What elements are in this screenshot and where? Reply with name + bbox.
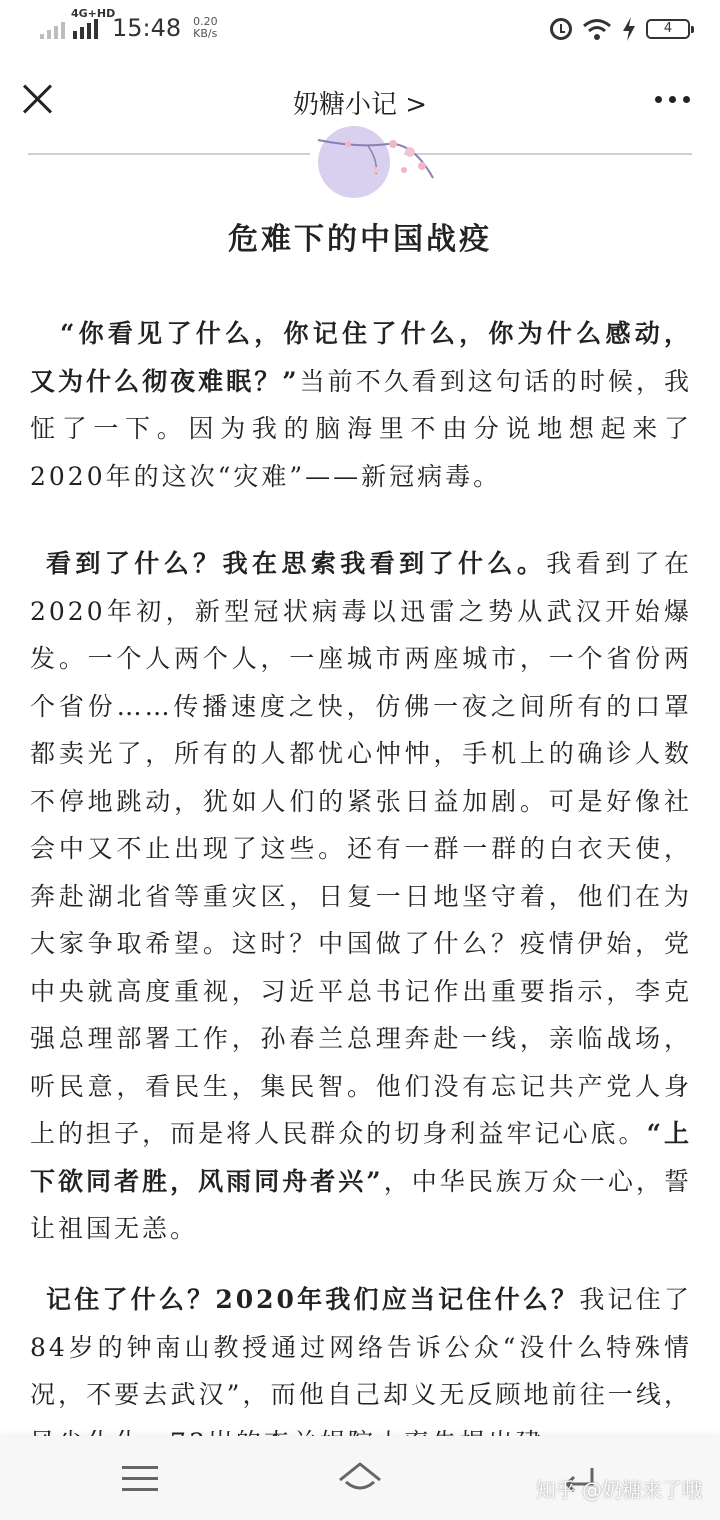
battery-icon	[646, 19, 690, 39]
net-speed-unit: KB/s	[193, 27, 218, 40]
signal-icon-sim2	[40, 17, 65, 39]
paragraph-1-bold: “你看见了什么，你记住了什么，你为什么感动，又为什么彻夜难眠？”	[30, 319, 692, 396]
divider-left	[28, 153, 310, 155]
paragraph-2	[30, 540, 692, 1253]
paragraph-2-bold: 看到了什么？我在思索我看到了什么。	[46, 549, 547, 578]
status-left	[40, 7, 218, 44]
paragraph-2-ending: ，中华民族万众一心，誓让祖国无恙。	[30, 1166, 692, 1243]
network-type: 4G+HD	[71, 7, 116, 20]
nav-title[interactable]: 奶糖小记 >	[292, 90, 428, 120]
battery-level: 4	[663, 21, 673, 36]
charging-icon	[622, 17, 636, 41]
paragraph-3-text: 我记住了84岁的钟南山教授通过网络告诉公众“没什么特殊情况，不要去武汉”，而他自己却义无反顾地前往一线，	[30, 1285, 692, 1409]
wifi-icon	[582, 17, 612, 41]
paragraph-1	[30, 310, 692, 500]
menu-icon[interactable]	[122, 1466, 158, 1492]
paragraph-2-quote: “上下欲同者胜，风雨同舟者兴”	[30, 1119, 692, 1196]
paragraph-3	[30, 1276, 692, 1436]
article-title: 危难下的中国战疫	[228, 222, 492, 257]
alarm-icon	[550, 18, 572, 40]
paragraph-2-text: 我看到了在2020年初，新型冠状病毒以迅雷之势从武汉开始爆发。一个人两个人，一座城市两座城市，一个省份两个省份……传播速度之快，仿佛一夜之间所有的口罩都卖光了，所有的人都忧心忡忡，手机上的确诊人数不停地跳动，犹如人们的紧张日益加剧。可是好像社会中又不止出现了这些。还有一群一群的白衣天使，奔赴湖北省等重灾区，日复一日地坚守着，他们在为大家争取希望。这时？中国做了什么？疫情伊始，党中央就高度重视，习近平总书记作出重要指示，李克强总理部署工作，孙春兰总理奔赴一线，亲临战场，听民意，看民生，集民智。他们没有忘记共产党人身上的担子，而是将人民群众的切身利益牢记心底。	[30, 549, 692, 1148]
clock: 15:48	[112, 14, 182, 42]
divider-right	[404, 153, 692, 155]
paragraph-1-text: 当前不久看到这句话的时候，我怔了一下。因为我的脑海里不由分说地想起来了2020年的这次“灾难”——新冠病毒。	[30, 366, 692, 491]
paragraph-3-bold: 记住了什么？2020年我们应当记住什么？	[46, 1285, 580, 1314]
net-speed	[193, 16, 218, 40]
net-speed-value: 0.20	[193, 15, 218, 28]
signal-icon-sim1	[71, 7, 116, 39]
status-right	[550, 14, 690, 44]
status-bar	[0, 0, 720, 56]
blossom-decoration	[318, 130, 438, 190]
more-icon[interactable]	[655, 96, 690, 103]
home-icon[interactable]	[336, 1458, 384, 1498]
watermark: 知乎 @奶糖来了哦	[535, 1478, 702, 1502]
